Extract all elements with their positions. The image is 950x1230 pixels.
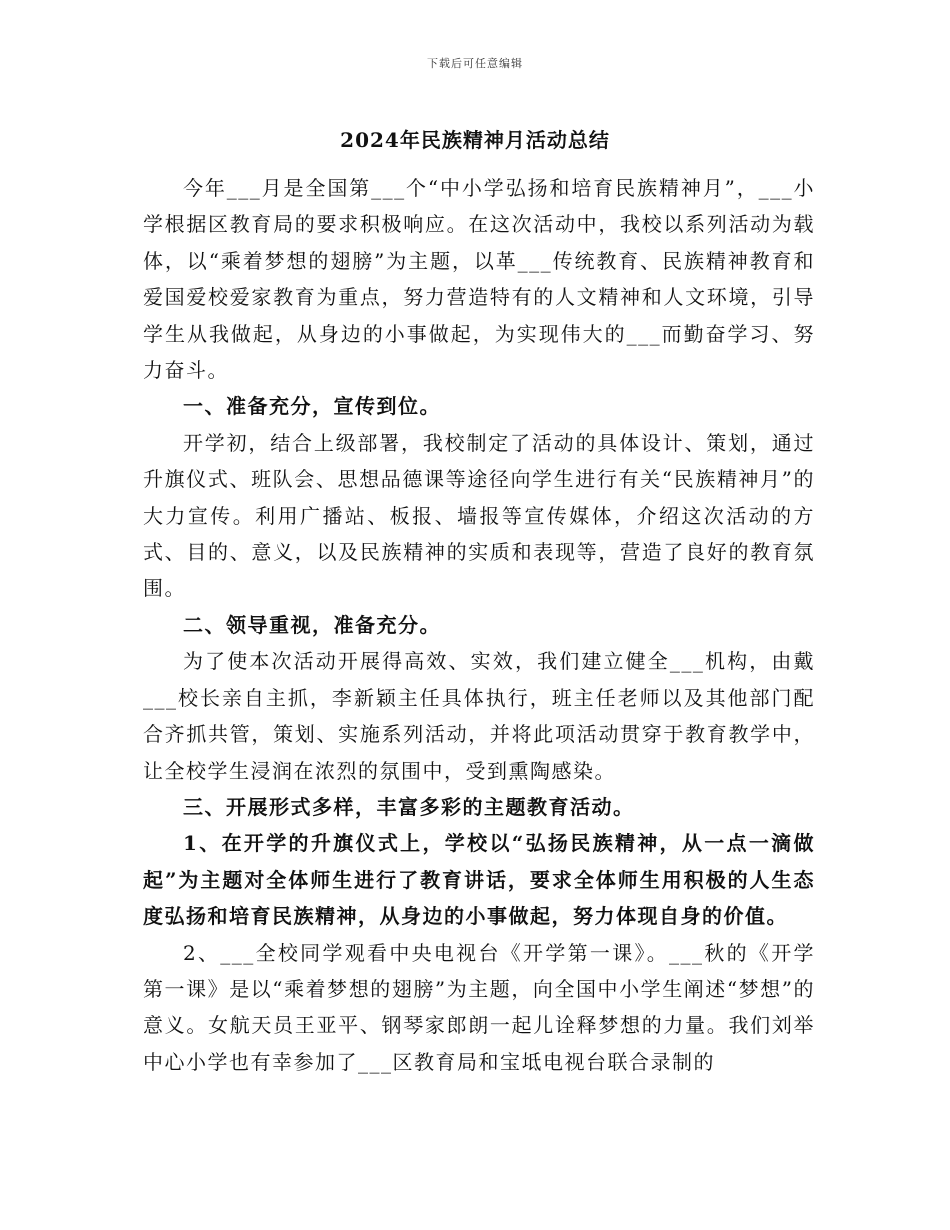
paragraph-3-item-2: 2、___全校同学观看中央电视台《开学第一课》。___秋的《开学第一课》是以“乘着梦想的翅膀”为主题，向全国中小学生阐述“梦想”的意义。女航天员王亚平、钢琴家郎朗一起儿诠释梦想的力量。我们刘举中心小学也有幸参加了___区教育局和宝坻电视台联合录制的 xyxy=(143,940,815,1074)
section-heading-1: 一、准备充分，宣传到位。 xyxy=(183,394,441,419)
document-title: 2024年民族精神月活动总结 xyxy=(340,128,610,152)
paragraph-1: 开学初，结合上级部署，我校制定了活动的具体设计、策划，通过升旗仪式、班队会、思想品德课等途径向学生进行有关“民族精神月”的大力宣传。利用广播站、板报、墙报等宣传媒体，介绍这次活动的方式、目的、意义，以及民族精神的实质和表现等，营造了良好的教育氛围。 xyxy=(143,430,815,601)
document-body xyxy=(143,170,815,1080)
paragraph-3-item-1: 1、在开学的升旗仪式上，学校以“弘扬民族精神，从一点一滴做起”为主题对全体师生进行了教育讲话，要求全体师生用积极的人生态度弘扬和培育民族精神，从身边的小事做起，努力体现自身的价值。 xyxy=(143,831,815,929)
paragraph-2: 为了使本次活动开展得高效、实效，我们建立健全___机构，由戴___校长亲自主抓，李新颖主任具体执行，班主任老师以及其他部门配合齐抓共管，策划、实施系列活动，并将此项活动贯穿于教育教学中，让全校学生浸润在浓烈的氛围中，受到熏陶感染。 xyxy=(143,649,815,783)
paragraph-intro: 今年___月是全国第___个“中小学弘扬和培育民族精神月”，___小学根据区教育局的要求积极响应。在这次活动中，我校以系列活动为载体，以“乘着梦想的翅膀”为主题，以革___传统教育、民族精神教育和爱国爱校爱家教育为重点，努力营造特有的人文精神和人文环境，引导学生从我做起，从身边的小事做起，为实现伟大的___而勤奋学习、努力奋斗。 xyxy=(143,176,815,383)
section-heading-3: 三、开展形式多样，丰富多彩的主题教育活动。 xyxy=(183,794,635,819)
page-header: 下载后可任意编辑 xyxy=(427,57,523,70)
section-heading-2: 二、领导重视，准备充分。 xyxy=(183,612,441,637)
